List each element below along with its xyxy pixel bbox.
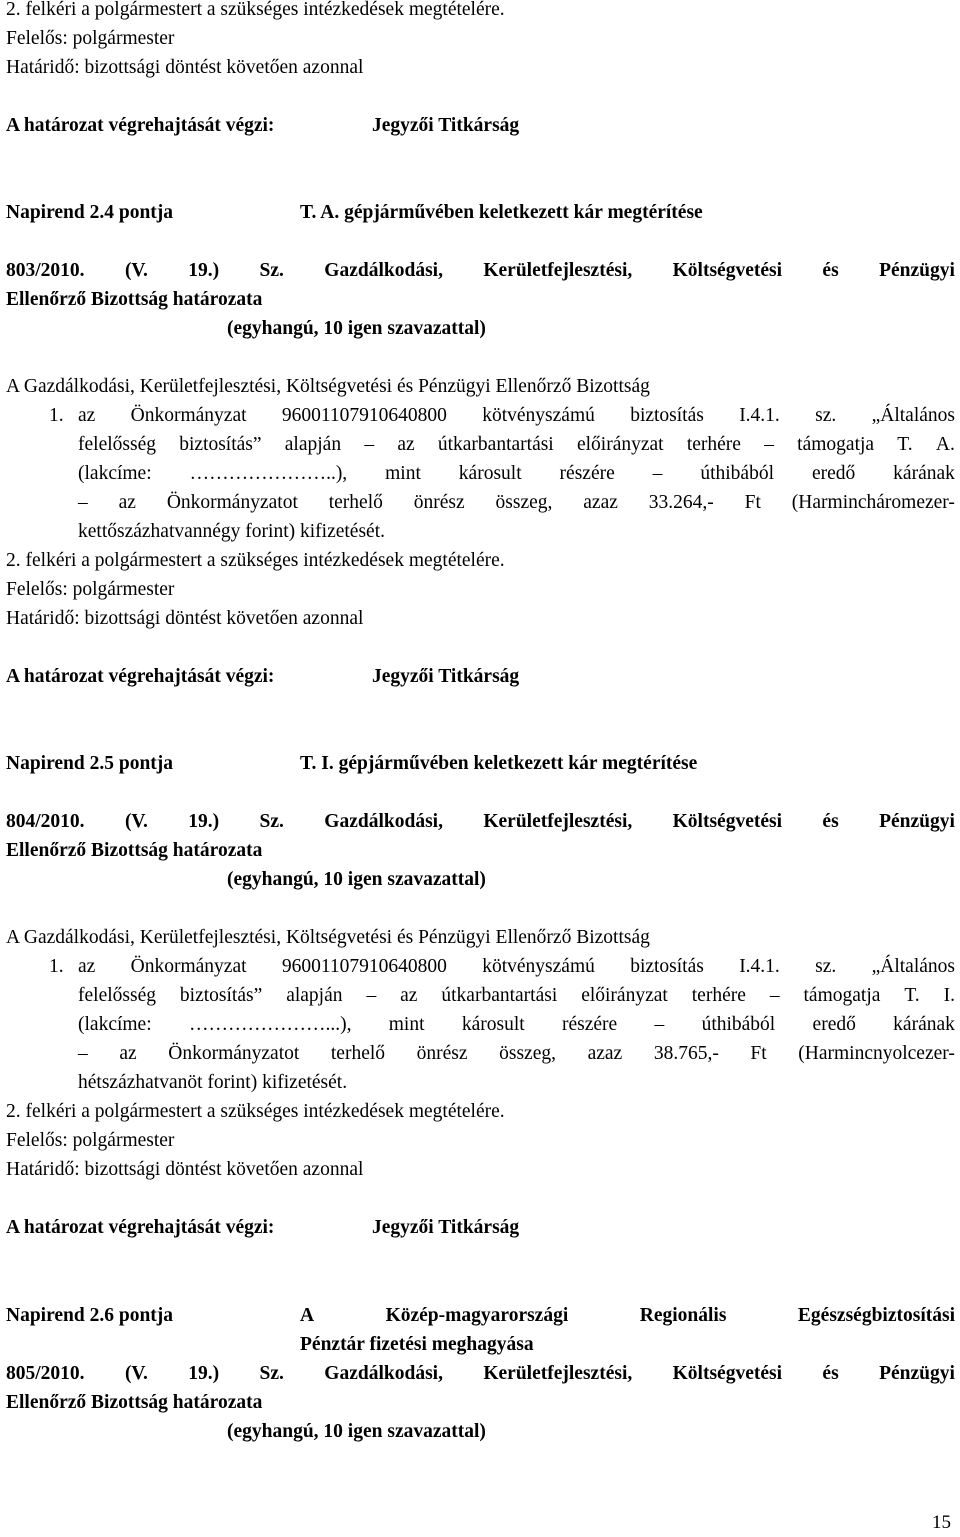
vegrehajt-value: Jegyzői Titkárság <box>372 666 520 687</box>
napirend-label: Napirend 2.6 pontja <box>6 1305 174 1326</box>
napirend-label: Napirend 2.4 pontja <box>6 202 174 223</box>
item-1-number: 1. <box>49 405 64 426</box>
item-1-last-line: kettőszázhatvannégy forint) kifizetését. <box>78 521 385 542</box>
item-1-line: (lakcíme: …………………..), mint károsult részére – úthibából eredő kárának <box>78 463 955 484</box>
item-1-line: az Önkormányzat 96001107910640800 kötvényszámú biztosítás I.4.1. sz. „Általános <box>78 956 955 977</box>
hatarido: Határidő: bizottsági döntést követően azonnal <box>6 1159 364 1180</box>
napirend-title-2: Pénztár fizetési meghagyása <box>300 1334 534 1355</box>
item-2: 2. felkéri a polgármestert a szükséges intézkedések megtételére. <box>6 1101 505 1122</box>
item-1-last-line: hétszázhatvanöt forint) kifizetését. <box>78 1072 348 1093</box>
resolution-intro: A Gazdálkodási, Kerületfejlesztési, Költségvetési és Pénzügyi Ellenőrző Bizottság <box>6 376 650 397</box>
hatarido: Határidő: bizottsági döntést követően azonnal <box>6 608 364 629</box>
vote-note: (egyhangú, 10 igen szavazattal) <box>227 318 486 339</box>
item-1-line: (lakcíme: …………………...), mint károsult részére – úthibából eredő kárának <box>78 1014 955 1035</box>
resolution-header: 803/2010. (V. 19.) Sz. Gazdálkodási, Kerületfejlesztési, Költségvetési és Pénzügyi <box>6 260 955 281</box>
item-1-line: az Önkormányzat 96001107910640800 kötvényszámú biztosítás I.4.1. sz. „Általános <box>78 405 955 426</box>
vegrehajt-value: Jegyzői Titkárság <box>372 1217 520 1238</box>
item-2: 2. felkéri a polgármestert a szükséges intézkedések megtételére. <box>6 550 505 571</box>
napirend-label: Napirend 2.5 pontja <box>6 753 174 774</box>
item-1-line: – az Önkormányzatot terhelő önrész összeg, azaz 38.765,- Ft (Harmincnyolcezer- <box>78 1043 955 1064</box>
top-felelos: Felelős: polgármester <box>6 28 175 49</box>
top-vegrehajt-value: Jegyzői Titkárság <box>372 115 520 136</box>
felelos: Felelős: polgármester <box>6 579 175 600</box>
top-item-2: 2. felkéri a polgármestert a szükséges intézkedések megtételére. <box>6 0 505 20</box>
napirend-title: A Közép-magyarországi Regionális Egészségbiztosítási <box>300 1305 955 1326</box>
vote-note: (egyhangú, 10 igen szavazattal) <box>227 869 486 890</box>
resolution-header-2: Ellenőrző Bizottság határozata <box>6 1392 263 1413</box>
top-vegrehajt-label: A határozat végrehajtását végzi: <box>6 115 275 136</box>
vote-note: (egyhangú, 10 igen szavazattal) <box>227 1421 486 1442</box>
resolution-header: 805/2010. (V. 19.) Sz. Gazdálkodási, Kerületfejlesztési, Költségvetési és Pénzügyi <box>6 1363 955 1384</box>
item-1-line: – az Önkormányzatot terhelő önrész összeg, azaz 33.264,- Ft (Harmincháromezer- <box>78 492 955 513</box>
felelos: Felelős: polgármester <box>6 1130 175 1151</box>
top-hatarido: Határidő: bizottsági döntést követően azonnal <box>6 57 364 78</box>
napirend-title: T. A. gépjárművében keletkezett kár megtérítése <box>300 202 703 223</box>
item-1-line: felelősség biztosítás” alapján – az útkarbantartási előirányzat terhére – támogatja T. A. <box>78 434 955 455</box>
page-number: 15 <box>932 1512 951 1533</box>
vegrehajt-label: A határozat végrehajtását végzi: <box>6 666 275 687</box>
napirend-title: T. I. gépjárművében keletkezett kár megtérítése <box>300 753 698 774</box>
resolution-intro: A Gazdálkodási, Kerületfejlesztési, Költségvetési és Pénzügyi Ellenőrző Bizottság <box>6 927 650 948</box>
resolution-header-2: Ellenőrző Bizottság határozata <box>6 840 263 861</box>
resolution-header: 804/2010. (V. 19.) Sz. Gazdálkodási, Kerületfejlesztési, Költségvetési és Pénzügyi <box>6 811 955 832</box>
item-1-number: 1. <box>49 956 64 977</box>
resolution-header-2: Ellenőrző Bizottság határozata <box>6 289 263 310</box>
vegrehajt-label: A határozat végrehajtását végzi: <box>6 1217 275 1238</box>
item-1-line: felelősség biztosítás” alapján – az útkarbantartási előirányzat terhére – támogatja T. I. <box>78 985 955 1006</box>
